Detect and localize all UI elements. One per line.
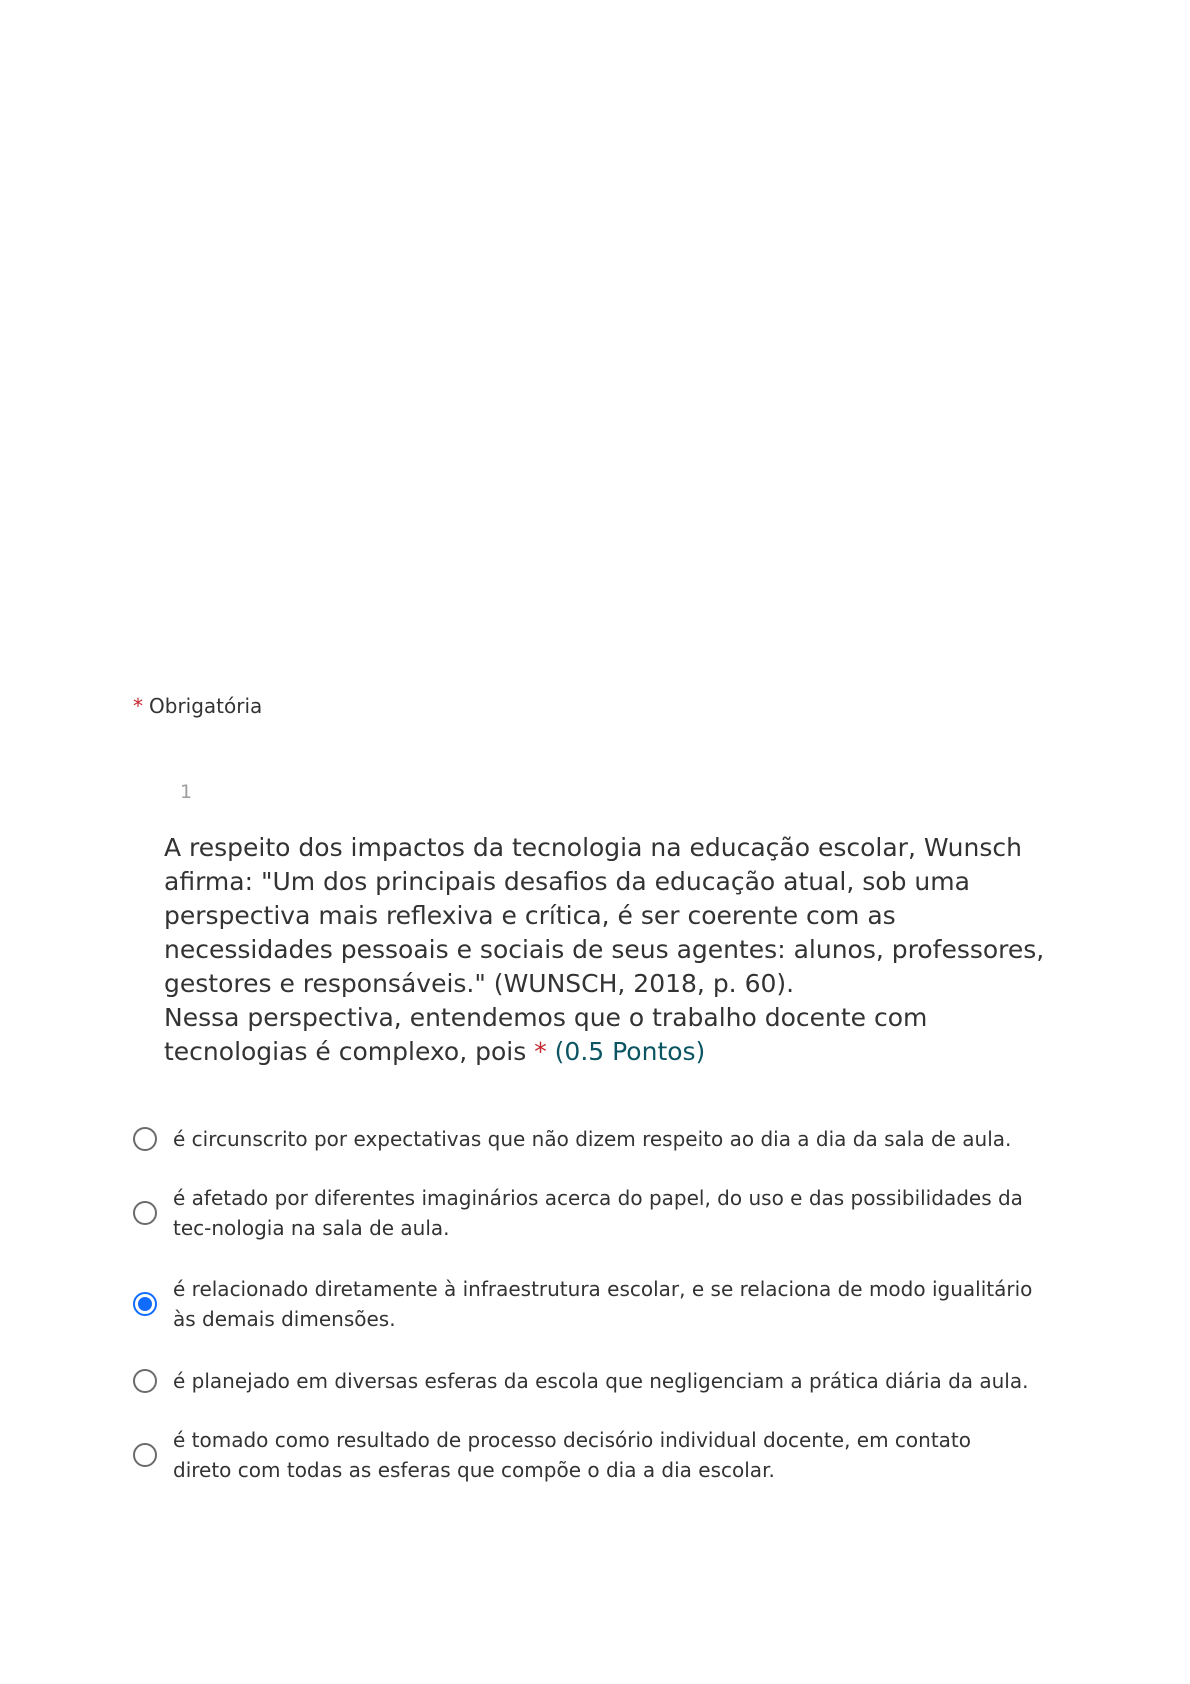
radio-button[interactable] xyxy=(133,1127,157,1151)
required-note xyxy=(133,694,262,718)
required-star: * xyxy=(133,694,143,718)
question-points: (0.5 Pontos) xyxy=(554,1037,706,1066)
answer-option-label: é relacionado diretamente à infraestrutura escolar, e se relaciona de modo igualitário às demais dimensões. xyxy=(173,1277,1033,1331)
answer-option-2[interactable] xyxy=(133,1180,1033,1246)
radio-button[interactable] xyxy=(133,1369,157,1393)
answer-option-1[interactable] xyxy=(133,1121,1033,1157)
question-number: 1 xyxy=(180,781,193,803)
answer-option-5[interactable] xyxy=(133,1422,1033,1488)
required-label: Obrigatória xyxy=(149,694,263,718)
question-paragraph-2 xyxy=(164,1001,1054,1069)
radio-button[interactable] xyxy=(133,1201,157,1225)
answer-option-label: é circunscrito por expectativas que não dizem respeito ao dia a dia da sala de aula. xyxy=(173,1127,1012,1151)
question-paragraph-2-text: Nessa perspectiva, entendemos que o trabalho docente com tecnologias é complexo, pois xyxy=(164,1003,928,1066)
answer-option-label: é afetado por diferentes imaginários acerca do papel, do uso e das possibilidades da tec-nologia na sala de aula. xyxy=(173,1186,1023,1240)
radio-button-selected[interactable] xyxy=(133,1292,157,1316)
radio-button[interactable] xyxy=(133,1443,157,1467)
answer-option-label: é planejado em diversas esferas da escola que negligenciam a prática diária da aula. xyxy=(173,1369,1029,1393)
answer-option-label: é tomado como resultado de processo decisório individual docente, em contato direto com todas as esferas que compõe o dia a dia escolar. xyxy=(173,1428,972,1482)
question-paragraph-1: A respeito dos impactos da tecnologia na educação escolar, Wunsch afirma: "Um dos principais desafios da educação atual, sob uma perspectiva mais reflexiva e crítica, é ser coerente com as necessidades pessoais e sociais de seus agentes: alunos, professores, gestores e responsáveis." (WUNSCH, 2018, p. 60). xyxy=(164,833,1045,998)
answer-option-3[interactable] xyxy=(133,1271,1033,1337)
question-title xyxy=(164,831,1054,1069)
answer-option-4[interactable] xyxy=(133,1363,1033,1399)
question-required-star: * xyxy=(534,1037,547,1066)
